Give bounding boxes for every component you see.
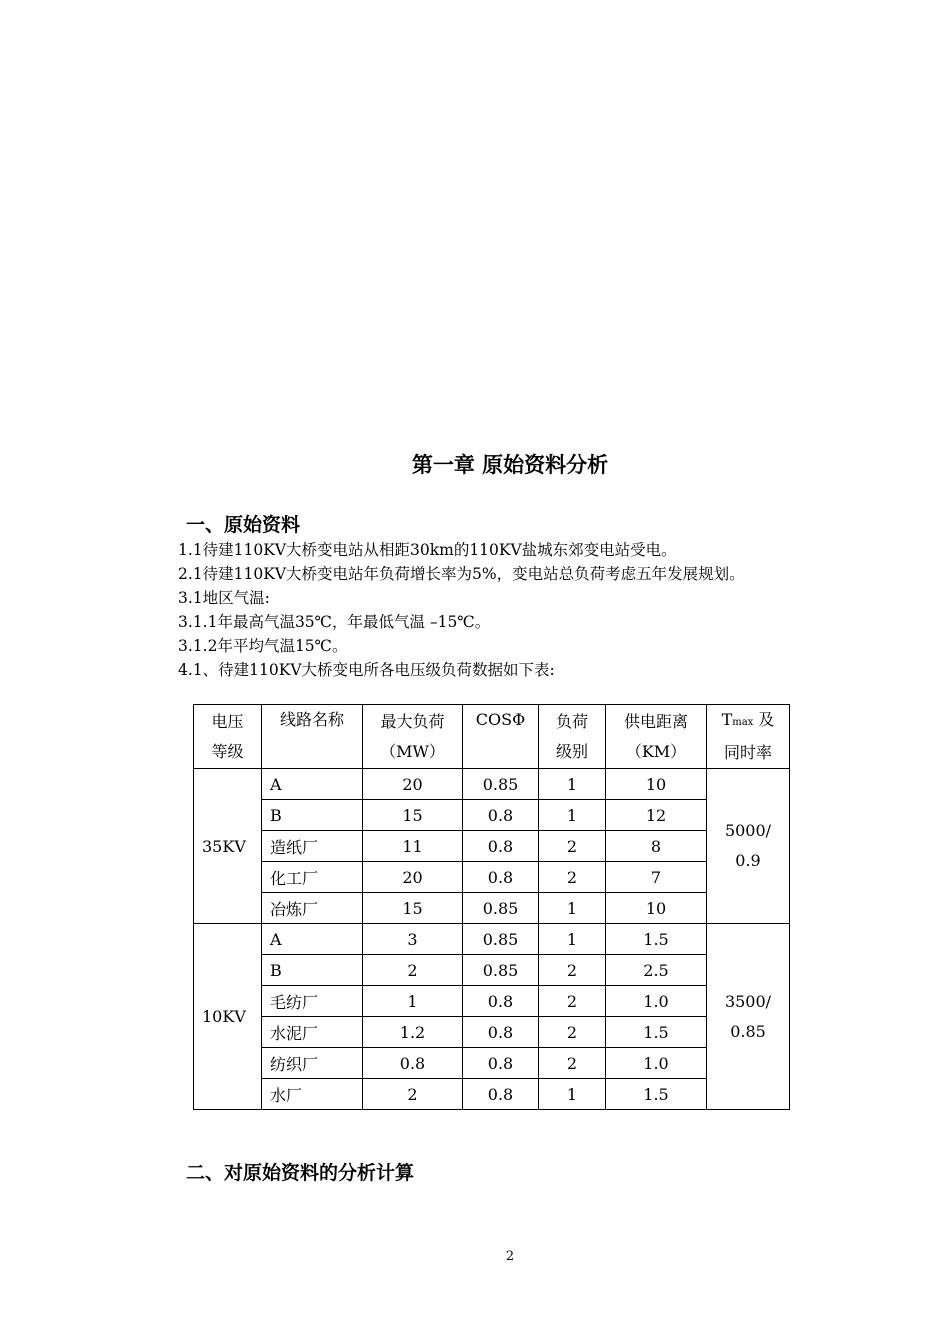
line-name-cell: 化工厂 [262, 862, 363, 893]
header-line-name: 线路名称 [262, 705, 363, 769]
line-name-cell: B [262, 955, 363, 986]
max-load-cell: 2 [363, 955, 463, 986]
section-title-original-data: 一、原始资料 [186, 514, 301, 536]
max-load-cell: 3 [363, 924, 463, 955]
max-load-cell: 20 [363, 862, 463, 893]
max-load-cell: 20 [363, 769, 463, 800]
max-load-cell: 1.2 [363, 1017, 463, 1048]
table-row [194, 924, 790, 955]
load-data-table [193, 704, 790, 1110]
cos-phi-cell: 0.8 [463, 800, 539, 831]
table-row [194, 769, 790, 800]
max-load-cell: 15 [363, 893, 463, 924]
header-supply-distance: 供电距离 （KM） [606, 705, 707, 769]
line-name-cell: 造纸厂 [262, 831, 363, 862]
tmax-cell: 3500/ 0.85 [707, 924, 790, 1110]
distance-cell: 1.5 [606, 1079, 707, 1110]
paragraph: 3.1地区气温: [178, 589, 270, 607]
cos-phi-cell: 0.8 [463, 986, 539, 1017]
cos-phi-cell: 0.85 [463, 955, 539, 986]
table-row [194, 1017, 790, 1048]
table-header-row [194, 705, 790, 769]
max-load-cell: 11 [363, 831, 463, 862]
max-load-cell: 2 [363, 1079, 463, 1110]
max-load-cell: 15 [363, 800, 463, 831]
chapter-title: 第一章 原始资料分析 [411, 453, 609, 477]
paragraph: 3.1.2年平均气温15℃。 [178, 637, 348, 655]
paragraph: 3.1.1年最高气温35℃，年最低气温 –15℃。 [178, 613, 491, 631]
distance-cell: 7 [606, 862, 707, 893]
distance-cell: 8 [606, 831, 707, 862]
header-cos-phi: COSΦ [463, 705, 539, 769]
table-row [194, 1079, 790, 1110]
cos-phi-cell: 0.8 [463, 1079, 539, 1110]
cos-phi-cell: 0.8 [463, 1048, 539, 1079]
distance-cell: 2.5 [606, 955, 707, 986]
data-paragraphs [178, 538, 745, 682]
load-level-cell: 2 [539, 955, 606, 986]
table-row [194, 893, 790, 924]
page-number: 2 [505, 1249, 515, 1264]
load-level-cell: 2 [539, 1048, 606, 1079]
table-row [194, 1048, 790, 1079]
load-level-cell: 1 [539, 924, 606, 955]
voltage-level-cell: 35KV [194, 769, 262, 924]
header-tmax-simultaneity: Tmax 及 同时率 [707, 705, 790, 769]
load-level-cell: 2 [539, 862, 606, 893]
voltage-level-cell: 10KV [194, 924, 262, 1110]
header-voltage-level: 电压 等级 [194, 705, 262, 769]
distance-cell: 1.0 [606, 1048, 707, 1079]
tmax-cell: 5000/ 0.9 [707, 769, 790, 924]
distance-cell: 1.5 [606, 924, 707, 955]
max-load-cell: 1 [363, 986, 463, 1017]
cos-phi-cell: 0.85 [463, 769, 539, 800]
distance-cell: 10 [606, 893, 707, 924]
distance-cell: 1.5 [606, 1017, 707, 1048]
line-name-cell: 纺织厂 [262, 1048, 363, 1079]
line-name-cell: 水泥厂 [262, 1017, 363, 1048]
paragraph: 2.1待建110KV大桥变电站年负荷增长率为5%，变电站总负荷考虑五年发展规划。 [178, 565, 745, 583]
table-row [194, 800, 790, 831]
load-level-cell: 2 [539, 831, 606, 862]
line-name-cell: A [262, 769, 363, 800]
distance-cell: 10 [606, 769, 707, 800]
cos-phi-cell: 0.8 [463, 862, 539, 893]
load-level-cell: 1 [539, 800, 606, 831]
load-level-cell: 1 [539, 893, 606, 924]
distance-cell: 1.0 [606, 986, 707, 1017]
line-name-cell: 水厂 [262, 1079, 363, 1110]
max-load-cell: 0.8 [363, 1048, 463, 1079]
line-name-cell: B [262, 800, 363, 831]
cos-phi-cell: 0.8 [463, 831, 539, 862]
line-name-cell: A [262, 924, 363, 955]
section-title-analysis: 二、对原始资料的分析计算 [186, 1162, 415, 1184]
paragraph: 4.1、待建110KV大桥变电所各电压级负荷数据如下表: [178, 661, 555, 679]
table-row [194, 862, 790, 893]
distance-cell: 12 [606, 800, 707, 831]
table-row [194, 955, 790, 986]
table-row [194, 831, 790, 862]
line-name-cell: 毛纺厂 [262, 986, 363, 1017]
table-row [194, 986, 790, 1017]
cos-phi-cell: 0.8 [463, 1017, 539, 1048]
load-level-cell: 2 [539, 1017, 606, 1048]
load-level-cell: 1 [539, 1079, 606, 1110]
cos-phi-cell: 0.85 [463, 893, 539, 924]
load-level-cell: 2 [539, 986, 606, 1017]
header-max-load: 最大负荷 （MW） [363, 705, 463, 769]
cos-phi-cell: 0.85 [463, 924, 539, 955]
header-load-level: 负荷 级别 [539, 705, 606, 769]
load-level-cell: 1 [539, 769, 606, 800]
paragraph: 1.1待建110KV大桥变电站从相距30km的110KV盐城东郊变电站受电。 [178, 541, 677, 559]
line-name-cell: 冶炼厂 [262, 893, 363, 924]
